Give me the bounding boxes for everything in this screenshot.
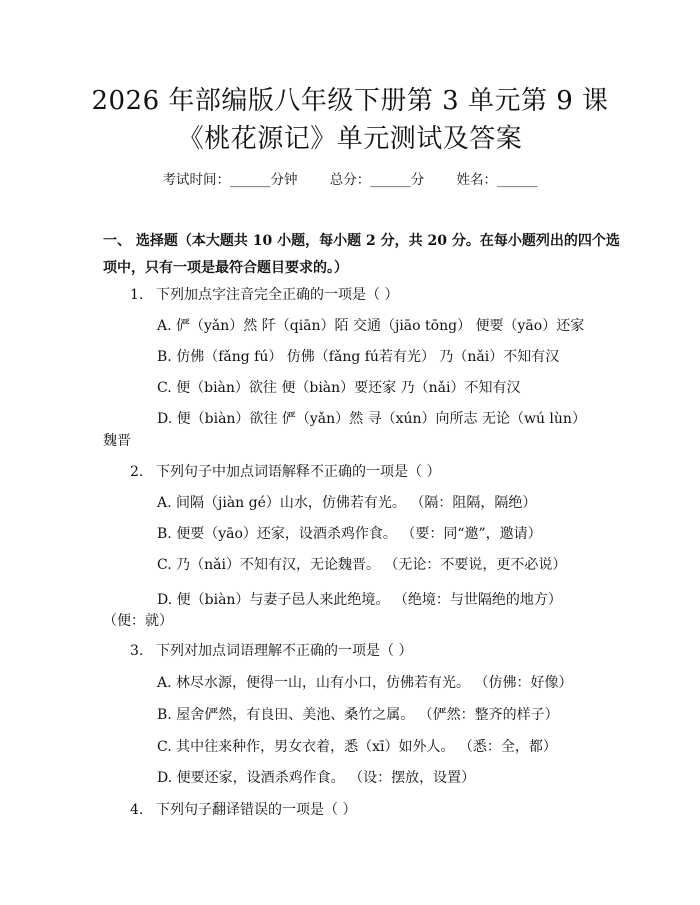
question-number: 3.	[130, 643, 144, 659]
option-1b: B. 仿佛（fǎng fú） 仿佛（fǎng fú若有光） 乃（nǎi）不知有汉	[157, 349, 560, 365]
total-score-field: 总分：______分	[329, 172, 425, 188]
question-number: 1.	[130, 287, 144, 303]
option-3a: A. 林尽水源，便得一山，山有小口，仿佛若有光。 （仿佛：好像）	[157, 675, 573, 691]
question-stem: 下列句子翻译错误的一项是（ ）	[156, 802, 357, 818]
option-3c: C. 其中往来种作，男女衣着，悉（xī）如外人。 （悉：全，都）	[157, 739, 557, 755]
question-1	[130, 284, 398, 304]
question-number: 2.	[130, 464, 144, 480]
question-stem: 下列句子中加点词语解释不正确的一项是（ ）	[156, 464, 441, 480]
option-1a: A. 俨（yǎn）然 阡（qiān）陌 交通（jiāo tōng） 便要（yāo）还家	[157, 318, 585, 334]
question-stem: 下列对加点词语理解不正确的一项是（ ）	[156, 643, 413, 659]
option-2b: B. 便要（yāo）还家，设酒杀鸡作食。 （要：同“邀”，邀请）	[157, 526, 542, 542]
section-heading: 一、 选择题（本大题共 10 小题，每小题 2 分，共 20 分。在每小题列出的四个选项中，只有一项是最符合题目要求的。）	[103, 233, 620, 276]
question-stem: 下列加点字注音完全正确的一项是（ ）	[156, 287, 399, 303]
document-title-line1: 2026 年部编版八年级下册第 3 单元第 9 课	[91, 86, 609, 116]
option-2d-continued: （便：就）	[103, 613, 173, 629]
student-name-field: 姓名：______	[456, 172, 538, 188]
question-number: 4.	[130, 802, 144, 818]
option-3d: D. 便要还家，设酒杀鸡作食。 （设：摆放，设置）	[157, 770, 476, 786]
option-3b: B. 屋舍俨然，有良田、美池、桑竹之属。 （俨然：整齐的样子）	[157, 707, 559, 723]
option-2a: A. 间隔（jiàn gé）山水，仿佛若有光。 （隔：阻隔，隔绝）	[157, 495, 537, 511]
option-1d: D. 便（biàn）欲往 俨（yǎn）然 寻（xún）向所志 无论（wú lùn）	[157, 411, 586, 427]
option-1d-continued: 魏晋	[103, 433, 131, 449]
option-2c: C. 乃（nǎi）不知有汉，无论魏晋。 （无论：不要说，更不必说）	[157, 557, 567, 573]
question-4	[130, 799, 356, 819]
option-2d: D. 便（biàn）与妻子邑人来此绝境。 （绝境：与世隔绝的地方）	[157, 592, 562, 608]
question-3	[130, 640, 412, 660]
option-1c: C. 便（biàn）欲往 便（biàn）要还家 乃（nǎi）不知有汉	[157, 380, 521, 396]
exam-time-field: 考试时间：______分钟	[162, 172, 298, 188]
exam-info-line	[0, 168, 700, 188]
question-2	[130, 461, 440, 481]
document-title-line2: 《桃花源记》单元测试及答案	[177, 124, 523, 154]
